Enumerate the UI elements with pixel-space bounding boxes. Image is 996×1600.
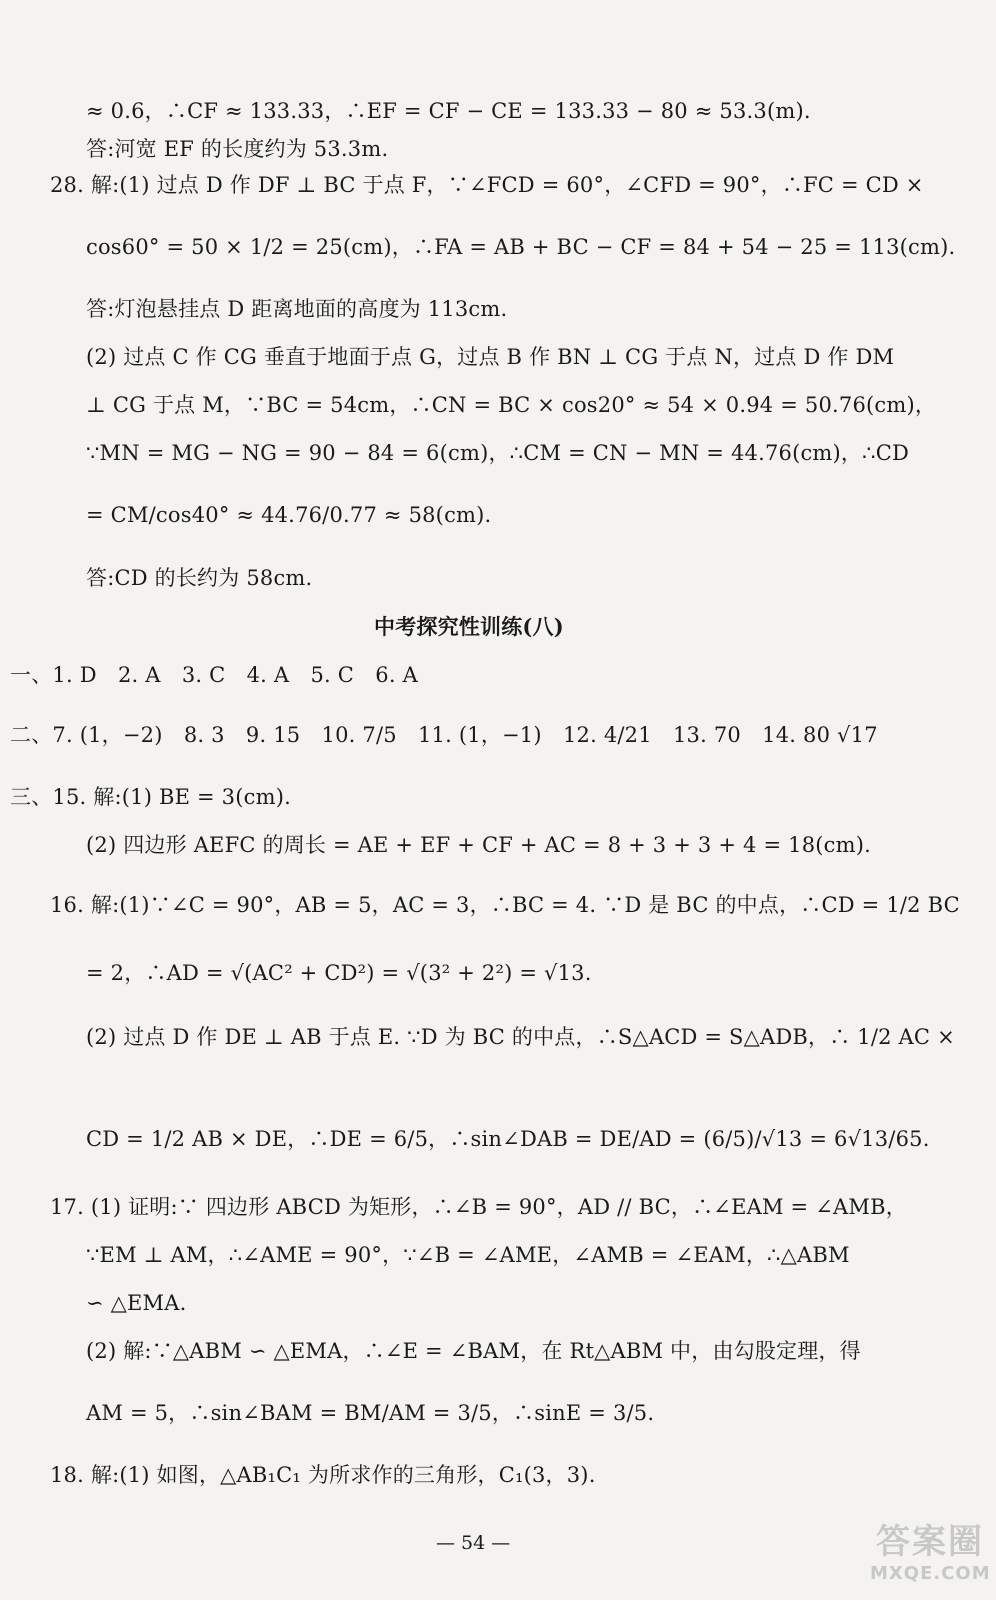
text-line: 答:CD 的长约为 58cm. (86, 566, 313, 590)
text-line: = 2，∴AD = √(AC² + CD²) = √(3² + 2²) = √13. (86, 961, 592, 985)
page-number: — 54 — (436, 1532, 511, 1554)
text-line: 三、15. 解:(1) BE = 3(cm). (10, 785, 291, 809)
text-line: (2) 过点 D 作 DE ⊥ AB 于点 E. ∵D 为 BC 的中点，∴S△ACD = S△ADB，∴ 1/2 AC × (86, 1025, 955, 1049)
text-line: 答:灯泡悬挂点 D 距离地面的高度为 113cm. (86, 297, 508, 321)
text-line: AM = 5，∴sin∠BAM = BM/AM = 3/5，∴sinE = 3/5. (86, 1401, 655, 1425)
watermark-bottom-text: MXQE.COM (870, 1563, 991, 1584)
text-line: 二、7. (1，−2) 8. 3 9. 15 10. 7/5 11. (1，−1) 12. 4/21 13. 70 14. 80 √17 (10, 723, 878, 747)
watermark-logo (870, 1522, 990, 1594)
text-line: ≈ 0.6，∴CF ≈ 133.33，∴EF = CF − CE = 133.33 − 80 ≈ 53.3(m). (86, 99, 811, 123)
text-line: 16. 解:(1)∵∠C = 90°，AB = 5，AC = 3，∴BC = 4. ∵D 是 BC 的中点，∴CD = 1/2 BC (50, 893, 960, 917)
text-line: 17. (1) 证明:∵ 四边形 ABCD 为矩形，∴∠B = 90°，AD // BC，∴∠EAM = ∠AMB， (50, 1195, 907, 1219)
text-line: 18. 解:(1) 如图，△AB₁C₁ 为所求作的三角形，C₁(3，3). (50, 1463, 596, 1487)
text-line: ∵EM ⊥ AM，∴∠AME = 90°，∵∠B = ∠AME，∠AMB = ∠EAM，∴△ABM (86, 1243, 850, 1267)
section-title: 中考探究性训练(八) (374, 614, 564, 639)
text-line: 答:河宽 EF 的长度约为 53.3m. (86, 137, 389, 161)
text-line: ⊥ CG 于点 M，∵BC = 54cm，∴CN = BC × cos20° ≈ 54 × 0.94 = 50.76(cm)， (86, 393, 937, 417)
text-line: CD = 1/2 AB × DE，∴DE = 6/5，∴sin∠DAB = DE/AD = (6/5)/√13 = 6√13/65. (86, 1127, 930, 1151)
text-line: cos60° = 50 × 1/2 = 25(cm)，∴FA = AB + BC − CF = 84 + 54 − 25 = 113(cm). (86, 235, 956, 259)
text-line: 28. 解:(1) 过点 D 作 DF ⊥ BC 于点 F，∵∠FCD = 60°，∠CFD = 90°，∴FC = CD × (50, 173, 924, 197)
watermark-top-text: 答案圈 (876, 1522, 984, 1562)
text-line: ∵MN = MG − NG = 90 − 84 = 6(cm)，∴CM = CN − MN = 44.76(cm)，∴CD (86, 441, 909, 465)
text-line: (2) 四边形 AEFC 的周长 = AE + EF + CF + AC = 8 + 3 + 3 + 4 = 18(cm). (86, 833, 871, 857)
text-line: 一、1. D 2. A 3. C 4. A 5. C 6. A (10, 663, 418, 687)
text-line: (2) 过点 C 作 CG 垂直于地面于点 G，过点 B 作 BN ⊥ CG 于点 N，过点 D 作 DM (86, 345, 895, 369)
text-line: (2) 解:∵△ABM ∽ △EMA，∴∠E = ∠BAM，在 Rt△ABM 中，由勾股定理，得 (86, 1339, 861, 1363)
text-line: = CM/cos40° ≈ 44.76/0.77 ≈ 58(cm). (86, 503, 492, 527)
text-line: ∽ △EMA. (86, 1291, 187, 1315)
